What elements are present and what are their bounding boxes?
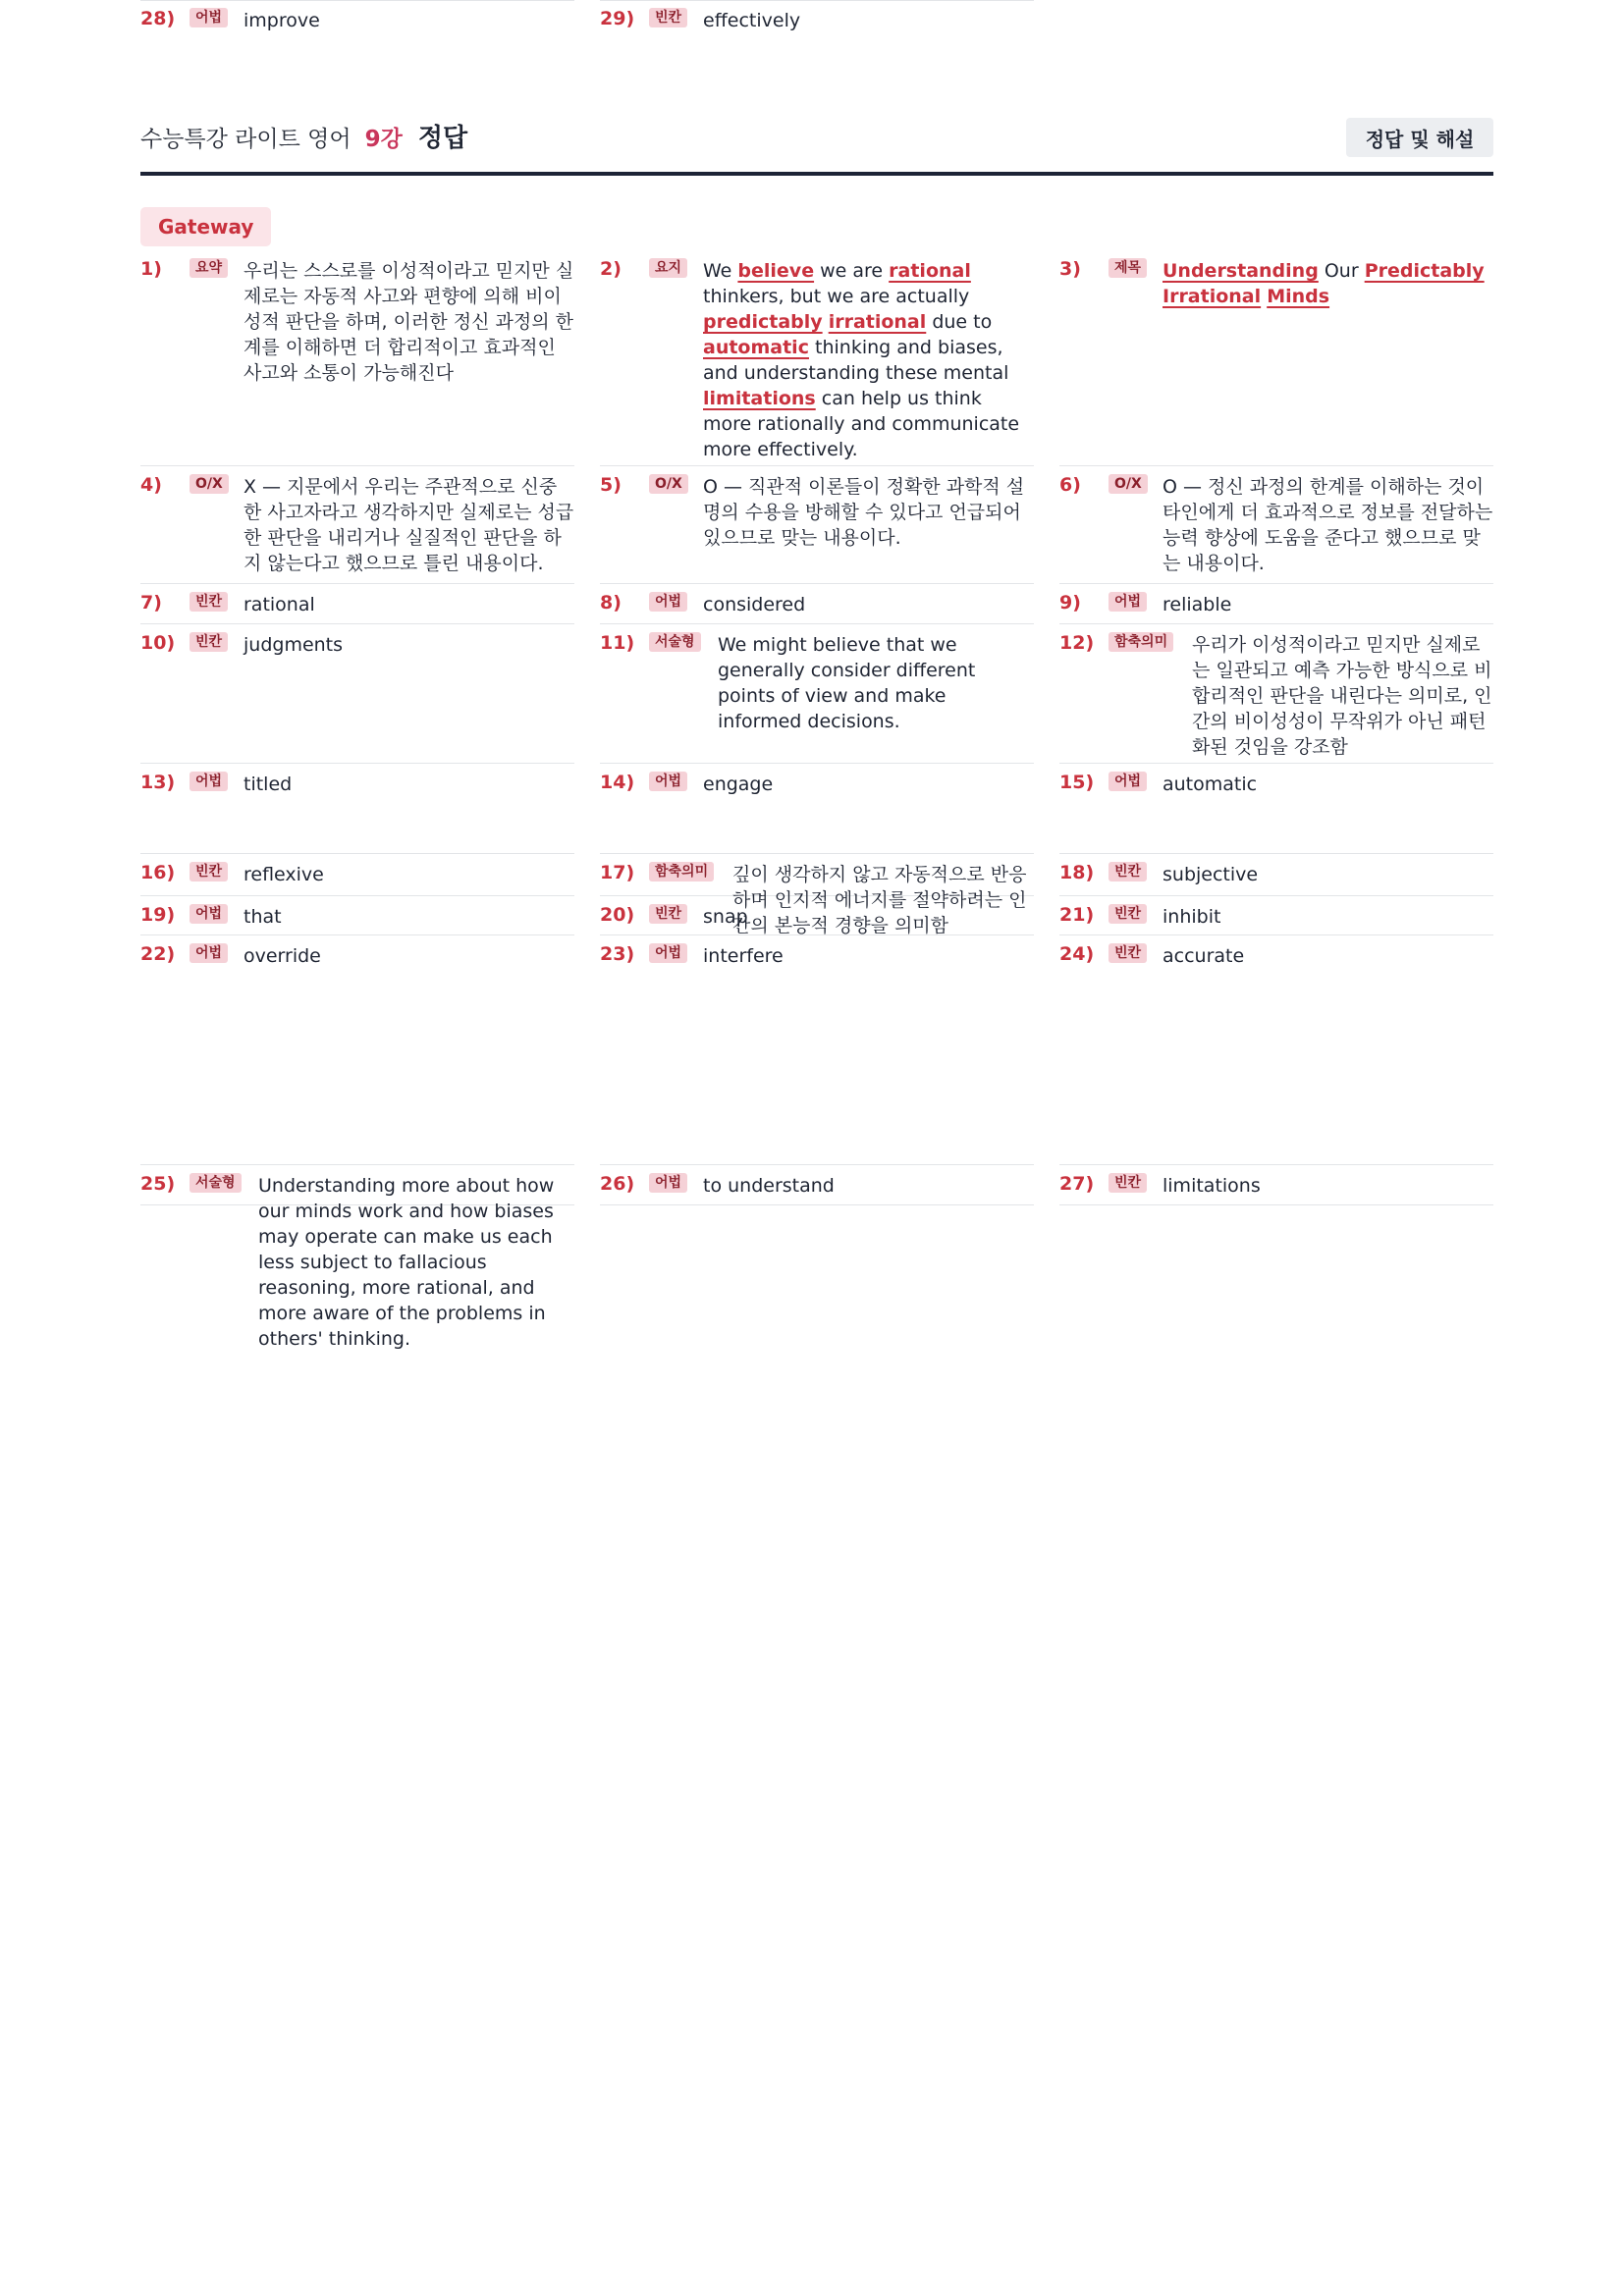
question-type-badge: 어법	[649, 1173, 687, 1193]
answer-item	[1059, 896, 1493, 935]
answer-number: 24)	[1059, 943, 1095, 965]
answer-row	[140, 896, 1493, 935]
answer-text: reliable	[1163, 594, 1232, 615]
answer-text: X — 지문에서 우리는 주관적으로 신중한 사고자라고 생각하지만 실제로는 성급한 판단을 내리거나 실질적인 판단을 하지 않는다고 했으므로 틀린 내용이다.	[243, 476, 574, 574]
answer-item	[140, 0, 574, 31]
answer-number: 9)	[1059, 592, 1081, 614]
question-type-badge: 어법	[1109, 592, 1147, 612]
answer-text: 우리는 스스로를 이성적이라고 믿지만 실제로는 자동적 사고와 편향에 의해 비이성적 판단을 하며, 이러한 정신 과정의 한계를 이해하면 더 합리적이고 효과적인 사고와 소통이 가능해진다	[243, 260, 574, 384]
answer-item	[140, 854, 574, 896]
answer-number: 20)	[600, 904, 635, 926]
answer-number: 15)	[1059, 772, 1095, 793]
answer-number: 1)	[140, 258, 162, 280]
answer-text: limitations	[1163, 1175, 1261, 1197]
answer-text: O — 직관적 이론들이 정확한 과학적 설명의 수용을 방해할 수 있다고 언급되어 있으므로 맞는 내용이다.	[703, 476, 1025, 549]
answer-number: 14)	[600, 772, 635, 793]
question-type-badge: 빈칸	[1109, 943, 1147, 963]
page-header	[140, 118, 1493, 175]
answer-number: 3)	[1059, 258, 1081, 280]
question-type-badge: O/X	[1109, 474, 1148, 494]
answer-text-segment: We	[703, 260, 738, 282]
question-type-badge: O/X	[649, 474, 688, 494]
highlighted-keyword: Understanding	[1163, 260, 1319, 282]
answer-row	[140, 624, 1493, 764]
answer-item	[140, 764, 574, 854]
highlighted-keyword: predictably	[703, 311, 823, 333]
answer-number: 4)	[140, 474, 162, 496]
answer-text-segment: Our	[1318, 260, 1365, 282]
answer-text: judgments	[243, 634, 344, 656]
answer-text-segment: thinking and biases, and understanding these mental	[703, 337, 1009, 384]
answer-row	[140, 466, 1493, 584]
answer-text: override	[243, 945, 321, 967]
answer-text: to understand	[703, 1175, 835, 1197]
question-type-badge: 함축의미	[1109, 632, 1173, 652]
answer-item	[600, 624, 1034, 764]
answer-item	[1059, 854, 1493, 896]
highlighted-keyword: Irrational	[1163, 286, 1262, 307]
question-type-badge: 어법	[649, 943, 687, 963]
answer-number: 29)	[600, 8, 635, 29]
question-type-badge: 어법	[189, 772, 228, 791]
answer-item	[140, 624, 574, 764]
answer-text: improve	[243, 10, 320, 31]
highlighted-keyword: Predictably	[1364, 260, 1485, 282]
answer-text: subjective	[1163, 864, 1259, 885]
answer-text: that	[243, 906, 282, 928]
highlighted-keyword: irrational	[828, 311, 927, 333]
answer-number: 28)	[140, 8, 176, 29]
answer-text: snap	[703, 906, 748, 928]
highlighted-keyword: limitations	[703, 388, 816, 409]
question-type-badge: 어법	[649, 772, 687, 791]
question-type-badge: 빈칸	[189, 592, 228, 612]
answer-item	[140, 584, 574, 624]
question-type-badge: 요약	[189, 258, 228, 278]
answer-text: inhibit	[1163, 906, 1221, 928]
question-type-badge: 요지	[649, 258, 687, 278]
answer-item	[140, 466, 574, 584]
answer-number: 5)	[600, 474, 622, 496]
answer-text-segment: thinkers, but we are actually	[703, 286, 970, 307]
highlighted-keyword: Minds	[1267, 286, 1330, 307]
answer-item	[600, 0, 1034, 31]
question-type-badge: 빈칸	[189, 862, 228, 881]
answer-number: 7)	[140, 592, 162, 614]
answer-item	[600, 935, 1034, 1165]
answer-number: 17)	[600, 862, 635, 883]
question-type-badge: 어법	[649, 592, 687, 612]
answer-number: 12)	[1059, 632, 1095, 654]
answer-text: 깊이 생각하지 않고 자동적으로 반응하며 인지적 에너지를 절약하려는 인간의 본능적 경향을 의미함	[732, 864, 1027, 936]
answer-text: rational	[243, 594, 315, 615]
answer-text: engage	[703, 774, 774, 795]
answer-text: effectively	[703, 10, 801, 31]
answer-item	[600, 250, 1034, 466]
answer-item	[140, 250, 574, 466]
question-type-badge: 함축의미	[649, 862, 714, 881]
header-divider	[140, 172, 1493, 176]
answer-text: interfere	[703, 945, 784, 967]
answer-number: 6)	[1059, 474, 1081, 496]
header-title-group	[140, 118, 467, 159]
question-type-badge: 빈칸	[649, 8, 687, 27]
section-label: Gateway	[140, 207, 271, 246]
question-type-badge: 빈칸	[1109, 862, 1147, 881]
question-type-badge: 어법	[189, 904, 228, 924]
answer-number: 27)	[1059, 1173, 1095, 1195]
question-type-badge: 빈칸	[189, 632, 228, 652]
answer-number: 19)	[140, 904, 176, 926]
answer-text: accurate	[1163, 945, 1245, 967]
answer-item	[140, 1165, 574, 1350]
highlighted-keyword: believe	[737, 260, 815, 282]
answer-row	[140, 584, 1493, 624]
answer-number: 11)	[600, 632, 635, 654]
answer-item	[1059, 764, 1493, 854]
question-type-badge: 서술형	[189, 1173, 242, 1193]
answer-text: 우리가 이성적이라고 믿지만 실제로는 일관되고 예측 가능한 방식으로 비합리적인 판단을 내린다는 의미로, 인간의 비이성성이 무작위가 아닌 패턴화된 것임을 강조함	[1192, 634, 1492, 758]
answer-row	[140, 1165, 1493, 1350]
answer-number: 22)	[140, 943, 176, 965]
answer-item	[600, 896, 1034, 935]
question-type-badge: O/X	[189, 474, 229, 494]
answer-item	[600, 764, 1034, 854]
answer-number: 2)	[600, 258, 622, 280]
answer-text: automatic	[1163, 774, 1258, 795]
answer-item	[1059, 935, 1493, 1165]
answer-item	[1059, 584, 1493, 624]
highlighted-keyword: automatic	[703, 337, 809, 358]
question-type-badge: 어법	[1109, 772, 1147, 791]
answer-row	[140, 250, 1493, 466]
answer-text	[703, 258, 1034, 462]
answer-number: 13)	[140, 772, 176, 793]
answer-text: Understanding more about how our minds work and how biases may operate can make us each less subject to fallacious reasoning, more rational, and more aware of the problems in others' thinking.	[258, 1175, 555, 1350]
answer-item	[600, 584, 1034, 624]
lesson-number: 9강	[364, 127, 403, 152]
answer-number: 8)	[600, 592, 622, 614]
question-type-badge: 빈칸	[649, 904, 687, 924]
question-type-badge: 어법	[189, 943, 228, 963]
answer-explanation-button[interactable]: 정답 및 해설	[1346, 118, 1493, 157]
answer-item	[1059, 624, 1493, 764]
answer-text: O — 정신 과정의 한계를 이해하는 것이 타인에게 더 효과적으로 정보를 전달하는 능력 향상에 도움을 준다고 했으므로 맞는 내용이다.	[1163, 476, 1493, 574]
answer-item	[1059, 466, 1493, 584]
question-type-badge: 어법	[189, 8, 228, 27]
answer-number: 16)	[140, 862, 176, 883]
answer-row	[140, 935, 1493, 1165]
highlighted-keyword: rational	[889, 260, 971, 282]
answer-text: We might believe that we generally consider different points of view and make informed decisions.	[718, 634, 976, 732]
answer-item	[140, 935, 574, 1165]
question-type-badge: 빈칸	[1109, 904, 1147, 924]
answer-text: titled	[243, 774, 293, 795]
answer-text: reflexive	[243, 864, 324, 885]
question-type-badge: 제목	[1109, 258, 1147, 278]
answer-text: considered	[703, 594, 806, 615]
answer-text-segment: can help us think more rationally and communicate more effectively.	[703, 388, 1020, 460]
book-title: 수능특강 라이트 영어	[140, 127, 352, 152]
answer-number: 25)	[140, 1173, 176, 1195]
question-type-badge: 빈칸	[1109, 1173, 1147, 1193]
answer-item	[600, 1165, 1034, 1205]
answer-item	[1059, 250, 1493, 466]
answer-row	[140, 764, 1493, 854]
answer-number: 23)	[600, 943, 635, 965]
page-title: 정답	[417, 124, 468, 153]
answer-item	[140, 896, 574, 935]
answer-number: 26)	[600, 1173, 635, 1195]
answer-item	[600, 466, 1034, 584]
question-type-badge: 서술형	[649, 632, 701, 652]
answer-number: 21)	[1059, 904, 1095, 926]
answer-item	[1059, 1165, 1493, 1205]
answer-text	[1163, 258, 1493, 309]
answer-text-segment: we are	[814, 260, 890, 282]
answer-text-segment: due to	[926, 311, 993, 333]
answer-number: 10)	[140, 632, 176, 654]
answer-number: 18)	[1059, 862, 1095, 883]
